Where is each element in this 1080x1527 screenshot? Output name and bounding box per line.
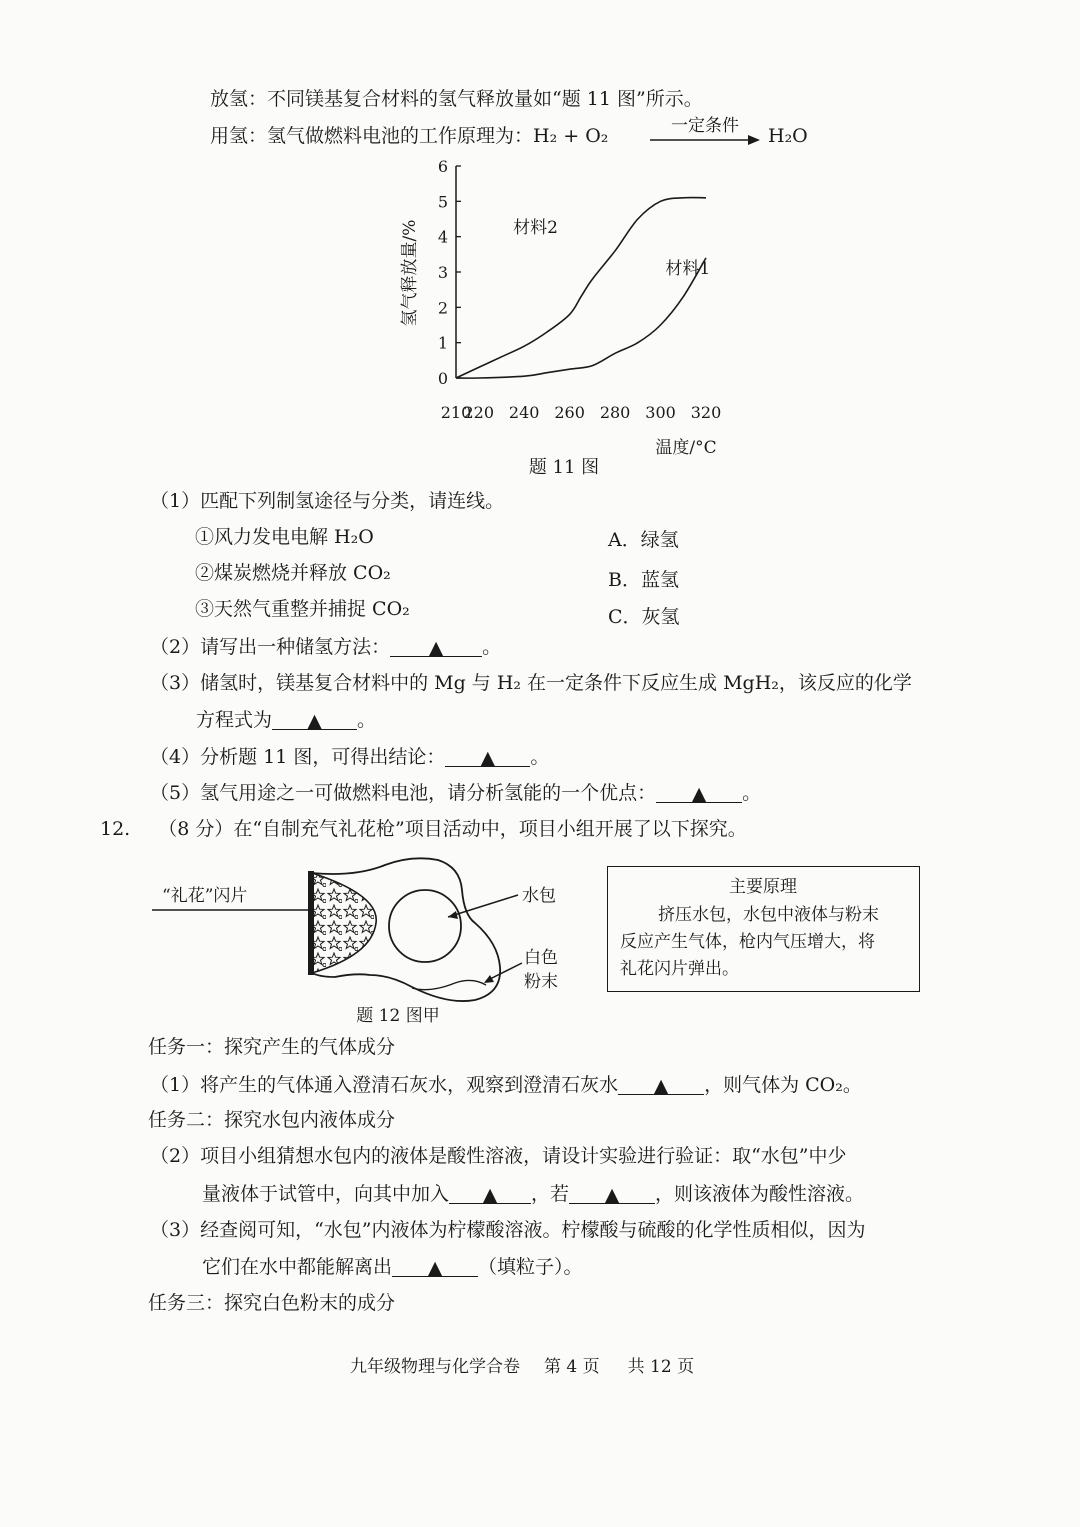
reaction-condition: 一定条件: [671, 116, 739, 136]
q11-p3-number: （3）: [150, 672, 201, 694]
footer-exam: 九年级物理与化学合卷: [350, 1357, 520, 1377]
chart-y-tick-label: 3: [437, 263, 448, 282]
blank-triangle-icon: ▲: [482, 1184, 498, 1206]
q11-p1-text: 匹配下列制氢途径与分类，请连线。: [200, 490, 505, 512]
q11-p5-text: 氢气用途之一可做燃料电池，请分析氢能的一个优点：: [200, 782, 657, 804]
answer-blank[interactable]: [569, 1184, 655, 1204]
use-label: 用氢：: [210, 125, 268, 147]
route-item[interactable]: ①风力发电电解 H₂O: [195, 526, 374, 548]
answer-blank[interactable]: [656, 783, 742, 803]
answer-blank[interactable]: [449, 1184, 531, 1204]
blank-triangle-icon: ▲: [480, 747, 496, 769]
blank-triangle-icon: ▲: [307, 710, 322, 732]
use-text: 氢气做燃料电池的工作原理为：: [267, 125, 534, 147]
chart-x-tick-label: 280: [599, 403, 631, 422]
task2-part2-line2: [202, 1184, 864, 1204]
powder-label-2: 粉末: [524, 972, 558, 992]
confetti-gun-figure: [150, 855, 610, 1030]
task2-part3-line2: [202, 1257, 583, 1277]
category-item[interactable]: C．灰氢: [608, 606, 680, 628]
white-powder: [412, 980, 486, 989]
task2-p3-number: （3）: [150, 1219, 201, 1241]
figure-caption: 题 12 图甲: [356, 1006, 440, 1026]
q11-p5-number: （5）: [150, 782, 201, 804]
q12-number: 12.: [100, 818, 131, 840]
chart-y-tick-label: 6: [437, 157, 448, 176]
water-bag: [389, 890, 461, 962]
answer-blank[interactable]: [272, 710, 357, 730]
task1-part1: [150, 1075, 862, 1095]
series-label: 材料2: [513, 218, 558, 239]
series-label: 材料1: [665, 258, 711, 279]
q12-intro: （8 分）在“自制充气礼花枪”项目活动中，项目小组开展了以下探究。: [158, 818, 747, 840]
q11-p2-end: 。: [482, 636, 502, 658]
q11-p3-line1: 储氢时，镁基复合材料中的 Mg 与 H₂ 在一定条件下反应生成 MgH₂，该反应的化学: [200, 672, 912, 694]
blank-triangle-icon: ▲: [604, 1184, 620, 1206]
use-line: [210, 127, 608, 146]
principle-title: 主要原理: [729, 877, 797, 897]
blank-triangle-icon: ▲: [428, 637, 444, 659]
task1-p1-end: ，则气体为 CO₂。: [704, 1074, 862, 1096]
q11-p4-text: 分析题 11 图，可得出结论：: [200, 746, 446, 768]
task2-p3-line2b: （填粒子）。: [478, 1256, 583, 1278]
q12-heading: [100, 820, 747, 839]
task2-p2-line2b: ，若: [531, 1183, 570, 1205]
q11-p1-number: （1）: [150, 490, 201, 512]
task2-p2-line2c: ，则该液体为酸性溶液。: [655, 1183, 865, 1205]
principle-line: 礼花闪片弹出。: [620, 959, 739, 979]
route-item[interactable]: ②煤炭燃烧并释放 CO₂: [195, 562, 391, 584]
q11-part1: [150, 492, 504, 511]
task1-p1-text: 将产生的气体通入澄清石灰水，观察到澄清石灰水: [200, 1074, 619, 1096]
release-label: 放氢：: [210, 88, 268, 110]
chart-y-tick-label: 2: [437, 298, 448, 318]
answer-blank[interactable]: [392, 1257, 478, 1277]
task1-title: 任务一：探究产生的气体成分: [148, 1036, 396, 1058]
blank-triangle-icon: ▲: [653, 1075, 669, 1097]
chart-y-axis-label: 氢气释放量/%: [400, 219, 420, 327]
equation-left: H₂ + O₂: [533, 125, 609, 147]
q11-p3-line2: 方程式为: [196, 709, 273, 731]
blank-triangle-icon: ▲: [691, 783, 707, 805]
footer-page: 第 4 页: [544, 1357, 600, 1377]
task2-p2-number: （2）: [150, 1145, 201, 1167]
route-item[interactable]: ③天然气重整并捕捉 CO₂: [195, 598, 410, 620]
category-item[interactable]: B．蓝氢: [608, 569, 679, 591]
q11-part5: [150, 783, 761, 803]
flake-label: “礼花”闪片: [162, 886, 248, 906]
category-item[interactable]: A．绿氢: [608, 529, 679, 551]
q11-p5-end: 。: [742, 782, 762, 804]
chart-y-tick-label: 5: [437, 192, 448, 212]
task2-p3-line1: 经查阅可知，“水包”内液体为柠檬酸溶液。柠檬酸与硫酸的化学性质相似，因为: [200, 1219, 866, 1241]
q11-p2-text: 请写出一种储氢方法：: [200, 636, 391, 658]
series-line: [456, 198, 706, 378]
confetti-flakes: [312, 873, 376, 973]
chart-x-tick-label: 320: [690, 403, 722, 422]
answer-blank[interactable]: [445, 747, 530, 767]
q11-part3-line1: [150, 674, 912, 693]
task2-title: 任务二：探究水包内液体成分: [148, 1109, 396, 1131]
chart-x-axis-label: 温度/°C: [655, 438, 717, 458]
footer-total: 共 12 页: [627, 1357, 695, 1377]
page-footer: [350, 1359, 694, 1376]
hydrogen-release-chart: [380, 150, 780, 480]
release-text: 不同镁基复合材料的氢气释放量如“题 11 图”所示。: [267, 88, 703, 110]
task2-p2-line1: 项目小组猜想水包内的液体是酸性溶液，请设计实验进行验证：取“水包”中少: [200, 1145, 847, 1167]
q11-p4-end: 。: [530, 746, 550, 768]
reaction-arrow: [648, 114, 763, 146]
q11-p4-number: （4）: [150, 746, 201, 768]
task2-part2-line1: [150, 1147, 847, 1166]
task3-title: 任务三：探究白色粉末的成分: [148, 1292, 396, 1314]
task2-p2-line2a: 量液体于试管中，向其中加入: [202, 1183, 450, 1205]
chart-y-tick-label: 1: [437, 333, 448, 353]
chart-x-tick-label: 260: [554, 403, 585, 422]
gun-cap: [308, 871, 314, 975]
answer-blank[interactable]: [618, 1075, 704, 1095]
q11-part3-line2: [196, 710, 376, 730]
task2-p3-line2a: 它们在水中都能解离出: [202, 1256, 393, 1278]
q11-p2-number: （2）: [150, 636, 201, 658]
equation-right: H₂O: [768, 125, 808, 147]
chart-x-tick-label: 240: [508, 403, 540, 422]
q11-p3-end: 。: [357, 709, 377, 731]
principle-box: [607, 866, 920, 992]
chart-y-tick-label: 0: [437, 369, 448, 388]
release-line: [210, 90, 703, 109]
chart-caption: 题 11 图: [528, 457, 600, 478]
chart-x-tick-label: 210: [440, 403, 472, 422]
q11-part2: [150, 637, 501, 657]
answer-blank[interactable]: [390, 637, 482, 657]
chart-x-tick-label: 300: [645, 403, 676, 422]
chart-y-tick-label: 4: [437, 227, 448, 247]
principle-line: 挤压水包，水包中液体与粉末: [658, 905, 879, 925]
q11-part4: [150, 747, 549, 767]
blank-triangle-icon: ▲: [427, 1257, 443, 1279]
principle-line: 反应产生气体，枪内气压增大，将: [620, 932, 875, 952]
powder-label-1: 白色: [524, 948, 558, 968]
task1-p1-number: （1）: [150, 1074, 201, 1096]
chart-x-tick-label: 220: [463, 403, 495, 422]
water-bag-label: 水包: [522, 886, 556, 906]
task2-part3-line1: [150, 1221, 866, 1240]
